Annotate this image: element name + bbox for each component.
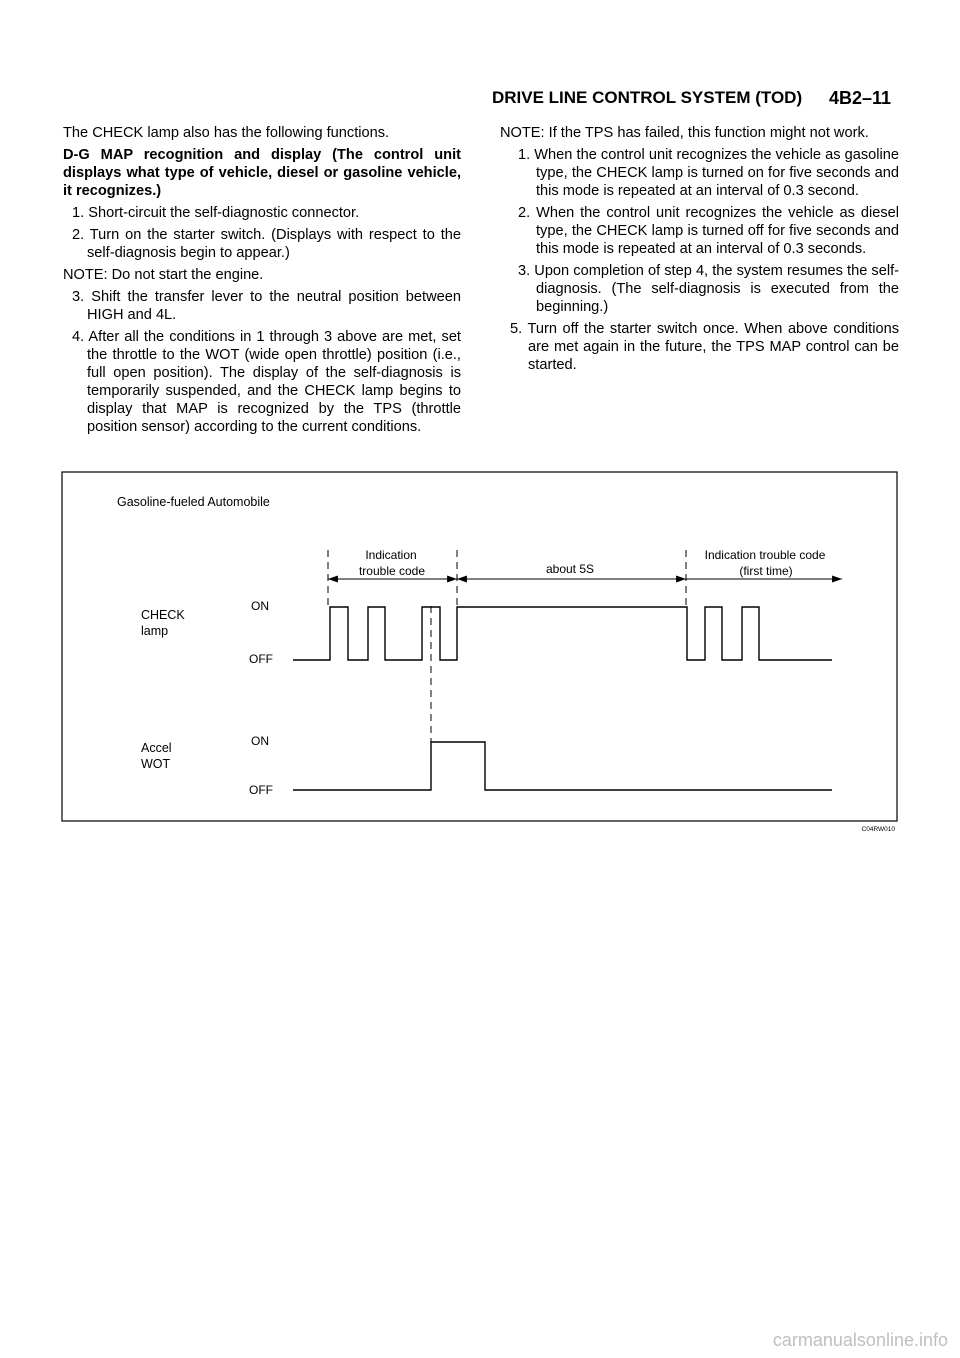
label-accel-on: ON xyxy=(251,734,269,748)
label-accel-off: OFF xyxy=(249,783,273,797)
label-check-on: ON xyxy=(251,599,269,613)
page-header-title: DRIVE LINE CONTROL SYSTEM (TOD) xyxy=(492,88,803,107)
result-1: 1. When the control unit recognizes the vehicle as gasoline type, the CHECK lamp is turned on for five seconds and this mode is repeated at an interval of 0.3 second. xyxy=(518,147,899,199)
result-2: 2. When the control unit recognizes the vehicle as diesel type, the CHECK lamp is turned off for five seconds and this mode is repeated at an interval of 0.3 seconds. xyxy=(518,205,899,257)
step-1: 1. Short-circuit the self-diagnostic connector. xyxy=(72,205,360,221)
section-heading: D-G MAP recognition and display (The control unit displays what type of vehicle, diesel or gasoline vehicle, it recognizes.) xyxy=(63,147,461,199)
page-number: 4B2–11 xyxy=(829,88,892,108)
label-wot: WOT xyxy=(141,757,171,771)
label-trouble-code: trouble code xyxy=(358,564,426,578)
left-column xyxy=(63,124,461,440)
step-2: 2. Turn on the starter switch. (Displays with respect to the self-diagnosis begin to appear.) xyxy=(72,227,461,261)
watermark-footer: carmanualsonline.info xyxy=(772,1330,948,1350)
diagram-title: Gasoline-fueled Automobile xyxy=(117,495,270,509)
tps-note: NOTE: If the TPS has failed, this function might not work. xyxy=(500,125,869,141)
diagram-frame xyxy=(62,472,897,821)
check-lamp-waveform xyxy=(293,607,832,660)
step-4: 4. After all the conditions in 1 through 3 above are met, set the throttle to the WOT (wide open throttle) position (i.e., full open position). The display of the self-diagnosis is temporarily suspended, and the CHECK lamp begins to display that MAP is recognized by the TPS (throttle position sensor) according to the current conditions. xyxy=(72,329,461,435)
label-check-off: OFF xyxy=(249,652,273,666)
figure-code: C04RW010 xyxy=(861,826,895,833)
label-indication: Indication xyxy=(365,548,417,562)
note-text: NOTE: Do not start the engine. xyxy=(63,267,264,283)
step-5: 5. Turn off the starter switch once. When above conditions are met again in the future, the TPS MAP control can be started. xyxy=(510,321,899,373)
label-indication-first: Indication trouble code xyxy=(704,548,826,562)
label-accel: Accel xyxy=(141,741,172,755)
label-about-5s: about 5S xyxy=(545,562,595,576)
label-lamp: lamp xyxy=(141,624,169,638)
intro-text: The CHECK lamp also has the following functions. xyxy=(63,125,390,141)
right-column xyxy=(500,124,899,378)
label-check: CHECK xyxy=(141,608,185,622)
result-3: 3. Upon completion of step 4, the system resumes the self-diagnosis. (The self-diagnosis is executed from the beginning.) xyxy=(518,263,899,315)
label-first-time: (first time) xyxy=(739,564,793,578)
step-3: 3. Shift the transfer lever to the neutral position between HIGH and 4L. xyxy=(72,289,461,323)
accel-wot-waveform xyxy=(293,742,832,790)
